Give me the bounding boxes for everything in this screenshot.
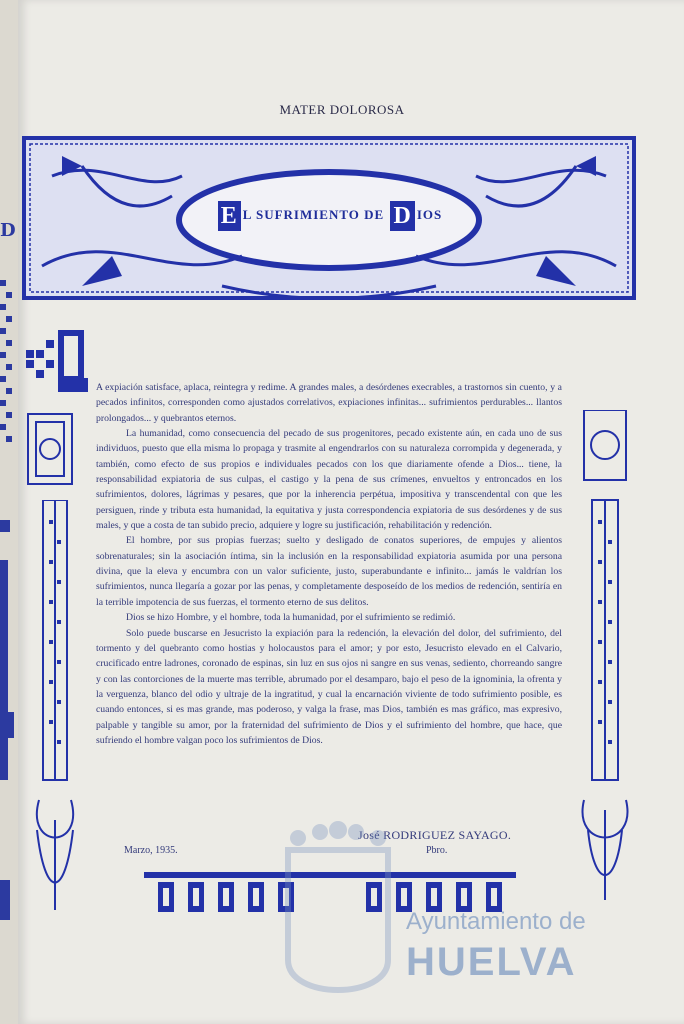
watermark-line-2: HUELVA [406,940,577,984]
title-banner [22,136,636,304]
author-title: Pbro. [426,845,448,856]
previous-page-edge [0,0,20,1024]
svg-text:D: D [0,220,16,241]
paragraph-3: El hombre, por sus propias fuerzas; suelto y desligado de conatos superiores, de empujes y alientos sobrenaturales; sin la asociación íntima, sin la inclusión en la responsabilidad expiatoria asumida por una persona divina, que la eleva y encumbra con un valor suficiente, justo, superabundante e infinito... jamás le valdrían los sufrimientos, nunca llegaría a gozar por las penas, y completamente desposeído de los medios de redención, sentiría en la terrible impotencia de sus fuerzas, el tormento eterno de sus delitos. [96,535,562,608]
title-initial-d: D [390,201,414,231]
paragraph-4: Dios se hizo Hombre, y el hombre, toda la humanidad, por el sufrimiento se redimió. [126,612,456,624]
title-end: IOS [416,206,443,222]
left-ornament [24,410,76,490]
title-initial-e: E [218,201,241,231]
watermark-line-1: Ayuntamiento de [406,908,586,935]
article-title [22,201,636,231]
paragraph-2: La humanidad, como consecuencia del pecado de sus progenitores, pecado existente aún, en cada uno de sus individuos, puesto que ella misma lo propaga y trasmite al engendrarlos con su naturaleza corrompida y degenerada, y también, como efecto de sus propios e individuales pecados con los que diariamente ofende a Dios... tiene, la responsabilidad expiatoria de sus culpas, el castigo y la pena de sus crímenes, envueltos y entroncados en los sufrimientos, dolores, lágrimas y pesares, que por la inherencia perpétua, impositiva y transcendental con que les persiguen, rinde y tributa esta humanidad, la equitativa y justa correspondencia expiatoria de sus desórdenes y de sus males, y que a costa de tan subido precio, adquiere y logre su justificación, rehabilitación y redención. [96,428,562,532]
paragraph-1: A expiación satisface, aplaca, reintegra y redime. A grandes males, a desórdenes execrables, a trastornos sin cuento, y a pecados infinitos, corresponden como ajustados correlativos, expiaciones infinitas... sufrimientos perdurables... llantos prolongados... y quebrantos eternos. [96,382,562,424]
drop-cap-ornament [24,330,88,396]
author-name: José RODRIGUEZ SAYAGO. [358,828,512,842]
drop-cap-l-icon [24,330,88,396]
previous-page-ornament [0,0,18,1024]
title-middle: L SUFRIMIENTO DE [242,206,389,222]
article-date: Marzo, 1935. [124,845,178,856]
article-body [96,380,562,748]
left-column-ornament [35,500,75,920]
running-header: MATER DOLOROSA [279,102,405,117]
paragraph-5: Solo puede buscarse en Jesucristo la expiación para la redención, la elevación del dolor, del sufrimiento, del tormento y del quebranto como hostias y holocaustos para el amor; y por esto, Jesucristo elevado en el Calvario, crucificado entre ladrones, coronado de espinas, sin luz en sus ojos ni sangre en sus venas, sediento, chorreando sangre y con las contorciones de la muerte mas terrible, abrumado por el desamparo, bajo el peso de la ignominia, la ofrenta y la verguenza, blanco del odio y ultraje de la ingratitud, y cual la encarnación viviente de todo sufrimiento posible, es cuando entonces, si es mas grande, mas poderoso, y valga la frase, mas Dios, también es mas gráfico, mas expresivo, palpable y tangible su amor, por la fraternidad del sufrimiento de Dios y el sufrimiento del hombre, que hace, que sufriendo el hombre valgan poco los sufrimientos de Dios. [96,627,562,746]
